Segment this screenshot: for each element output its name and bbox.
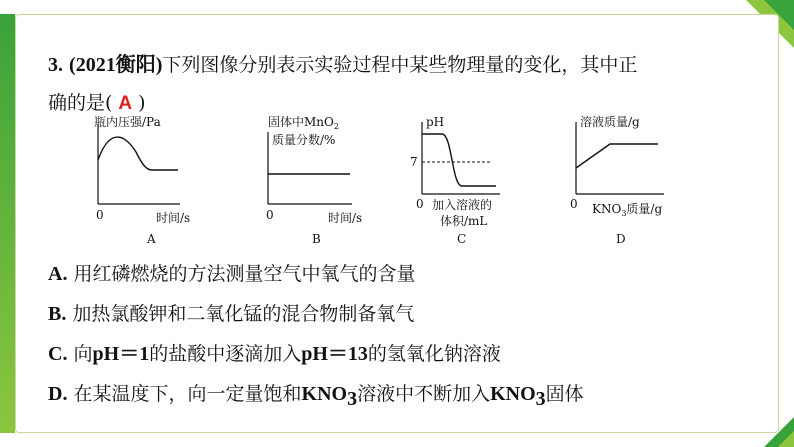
chart-a-origin: 0 <box>96 208 104 222</box>
chart-a <box>94 114 190 246</box>
option-c: C. 向pH＝1的盐酸中逐滴加入pH＝13的氢氧化钠溶液 <box>48 343 501 365</box>
question-text-line2: 确的是( <box>48 92 113 114</box>
chart-a-xlabel: 时间/s <box>156 211 191 225</box>
chart-b-xlabel: 时间/s <box>328 211 363 225</box>
question-number: 3. <box>48 54 63 76</box>
charts-figure <box>80 112 700 252</box>
question-source: (2021衡阳) <box>69 54 163 76</box>
chart-a-caption: A <box>147 232 156 246</box>
chart-d-ylabel: 溶液质量/g <box>580 115 640 129</box>
chart-c-origin: 0 <box>416 197 424 211</box>
chart-c-ylabel: pH <box>426 115 445 129</box>
chart-d-origin: 0 <box>570 197 578 211</box>
chart-d-curve <box>576 144 658 168</box>
chart-b-origin: 0 <box>266 208 274 222</box>
chart-d-xlabel: $KNO_3$质量/g <box>592 202 663 218</box>
chart-b <box>266 114 362 246</box>
left-accent-bar <box>0 14 15 433</box>
option-a: A. 用红磷燃烧的方法测量空气中氧气的含量 <box>48 263 416 285</box>
chart-a-curve <box>98 137 178 170</box>
chart-b-ylabel-2: 质量分数/% <box>272 133 336 147</box>
chart-c-xlabel-1: 加入溶液的 <box>432 198 493 212</box>
chart-b-caption: B <box>312 232 321 246</box>
chart-c-tick-7: 7 <box>410 155 418 169</box>
chart-c <box>410 115 500 246</box>
chart-c-xlabel-2: 体积/mL <box>440 214 488 228</box>
option-d: D. 在某温度下，向一定量饱和$KNO_3$溶液中不断加入$KNO_3$固体 <box>48 383 584 410</box>
question-stem: 3. (2021衡阳)下列图像分别表示实验过程中某些物理量的变化，其中正 确的是( A ) <box>48 54 638 114</box>
corner-decoration-bottom-right-inner <box>778 431 794 447</box>
answer-text: A <box>118 93 133 114</box>
question-text-line1: 下列图像分别表示实验过程中某些物理量的变化，其中正 <box>162 54 638 76</box>
option-b: B. 加热氯酸钾和二氧化锰的混合物制备氧气 <box>48 303 415 325</box>
chart-b-ylabel-1: 固体中MnO$_2$ <box>268 115 339 131</box>
chart-a-ylabel: 瓶内压强/Pa <box>94 115 161 129</box>
chart-c-curve <box>422 134 496 186</box>
chart-d-caption: D <box>616 232 626 246</box>
chart-c-caption: C <box>457 232 467 246</box>
chart-d <box>570 114 664 246</box>
options-list <box>48 254 584 419</box>
